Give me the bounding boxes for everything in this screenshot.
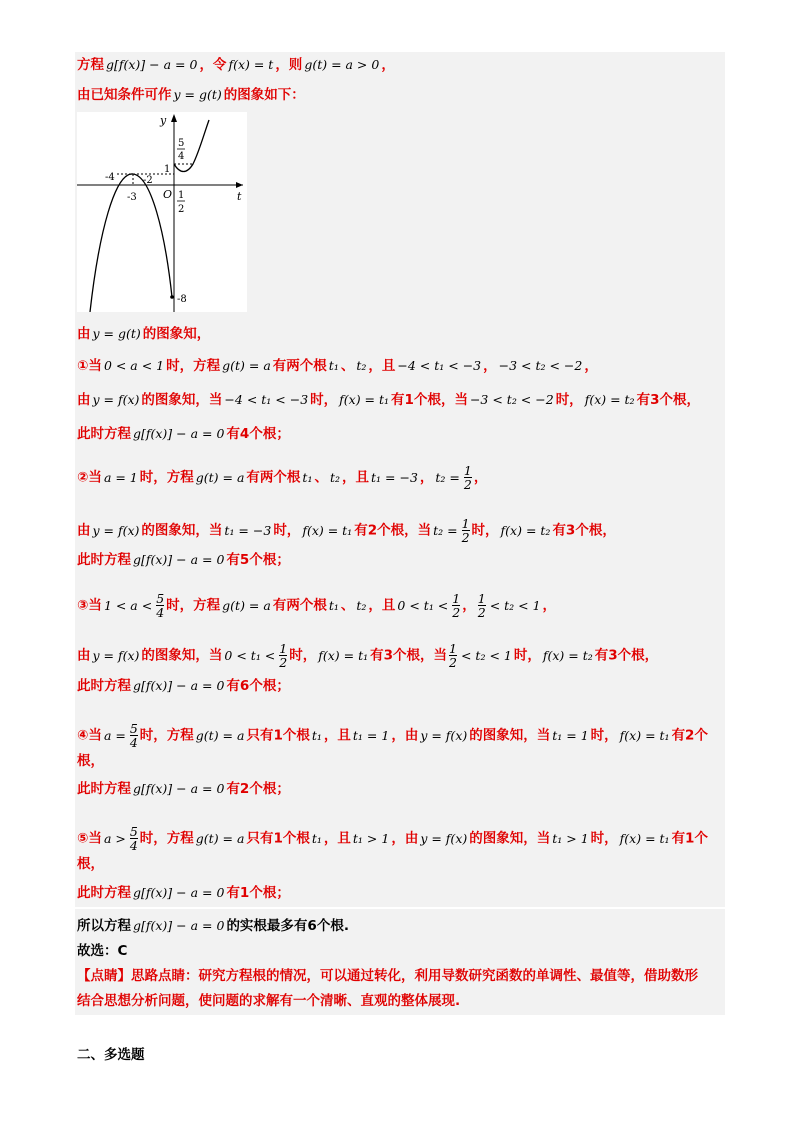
text-line: 此时方程 g[f(x)] − a = 0 有1个根； — [77, 885, 290, 901]
label-neg3: -3 — [127, 192, 137, 203]
tip-line: 【点睛】思路点睛：研究方程根的情况，可以通过转化，利用导数研究函数的单调性、最值等，借助数形 — [77, 968, 698, 984]
text-line: 由已知条件可作 y = g(t) 的图象如下： — [77, 87, 305, 103]
text-line: 由 y = g(t) 的图象知， — [77, 326, 211, 342]
label-neg2: -2 — [143, 175, 153, 186]
text-line: 此时方程 g[f(x)] − a = 0 有2个根； — [77, 781, 290, 797]
text-line: 此时方程 g[f(x)] − a = 0 有6个根； — [77, 678, 290, 694]
section-heading: 二、多选题 — [77, 1047, 145, 1063]
label-neg4: -4 — [105, 172, 115, 183]
t-axis-label: t — [237, 190, 242, 203]
label-12-den: 2 — [178, 204, 185, 215]
text-line: 根， — [77, 753, 104, 769]
label-54-den: 4 — [178, 151, 185, 162]
text-line: 根， — [77, 856, 104, 872]
y-axis-label: y — [160, 114, 167, 127]
function-graph — [77, 112, 247, 312]
label-12-num: 1 — [178, 190, 185, 201]
label-neg8: -8 — [177, 294, 187, 305]
graph-background — [77, 112, 247, 312]
text-line: 此时方程 g[f(x)] − a = 0 有4个根； — [77, 426, 290, 442]
text-line: 方程 g[f(x)] − a = 0 ，令 f(x) = t ，则 g(t) = a > 0 ， — [77, 57, 395, 73]
text-line: ④当 a = $\frac{5}{4}$ 时，方程 g(t) = a 只有1个根 t₁ ，且 t₁ = 1 ，由 y = f(x) 的图象知，当 t₁ = 1 时， f(x) = t₁ 有2个 — [77, 721, 708, 750]
text-line: ②当 a = 1 时，方程 g(t) = a 有两个根 t₁ 、 t₂ ，且 t₁ = −3 ， t₂ = $\frac{1}{2}$ ， — [77, 463, 488, 492]
endpoint-dot — [170, 295, 174, 299]
text-line: 由 y = f(x) 的图象知，当 t₁ = −3 时， f(x) = t₁ 有2个根，当 t₂ = $\frac{1}{2}$ 时， f(x) = t₂ 有3个根， — [77, 516, 616, 545]
label-1: 1 — [164, 164, 171, 175]
tip-line: 结合思想分析问题，使问题的求解有一个清晰、直观的整体展现. — [77, 993, 461, 1009]
text-line: ⑤当 a > $\frac{5}{4}$ 时，方程 g(t) = a 只有1个根 t₁ ，且 t₁ > 1 ，由 y = f(x) 的图象知，当 t₁ > 1 时， f(x) = t₁ 有1个 — [77, 824, 708, 853]
text-line: 由 y = f(x) 的图象知，当 −4 < t₁ < −3 时， f(x) = t₁ 有1个根，当 −3 < t₂ < −2 时， f(x) = t₂ 有3个根， — [77, 392, 700, 408]
text-line: 此时方程 g[f(x)] − a = 0 有5个根； — [77, 552, 290, 568]
text-line: 所以方程 g[f(x)] − a = 0 的实根最多有6个根. — [77, 918, 349, 934]
graph-svg — [77, 112, 247, 312]
text-line: ③当 1 < a < $\frac{5}{4}$ 时，方程 g(t) = a 有两个根 t₁ 、 t₂ ，且 0 < t₁ < $\frac{1}{2}$ ， $\frac{1}{2}$ < t₂ < 1 ， — [77, 591, 557, 620]
label-54-num: 5 — [178, 138, 185, 149]
origin-label: O — [163, 188, 173, 201]
text-line: 由 y = f(x) 的图象知，当 0 < t₁ < $\frac{1}{2}$ 时， f(x) = t₁ 有3个根，当 $\frac{1}{2}$ < t₂ < 1 时， f(x) = t₂ 有3个根， — [77, 641, 659, 670]
text-line: ①当 0 < a < 1 时，方程 g(t) = a 有两个根 t₁ 、 t₂ ，且 −4 < t₁ < −3 ， −3 < t₂ < −2 ， — [77, 358, 598, 374]
answer-line: 故选：C — [77, 943, 128, 959]
